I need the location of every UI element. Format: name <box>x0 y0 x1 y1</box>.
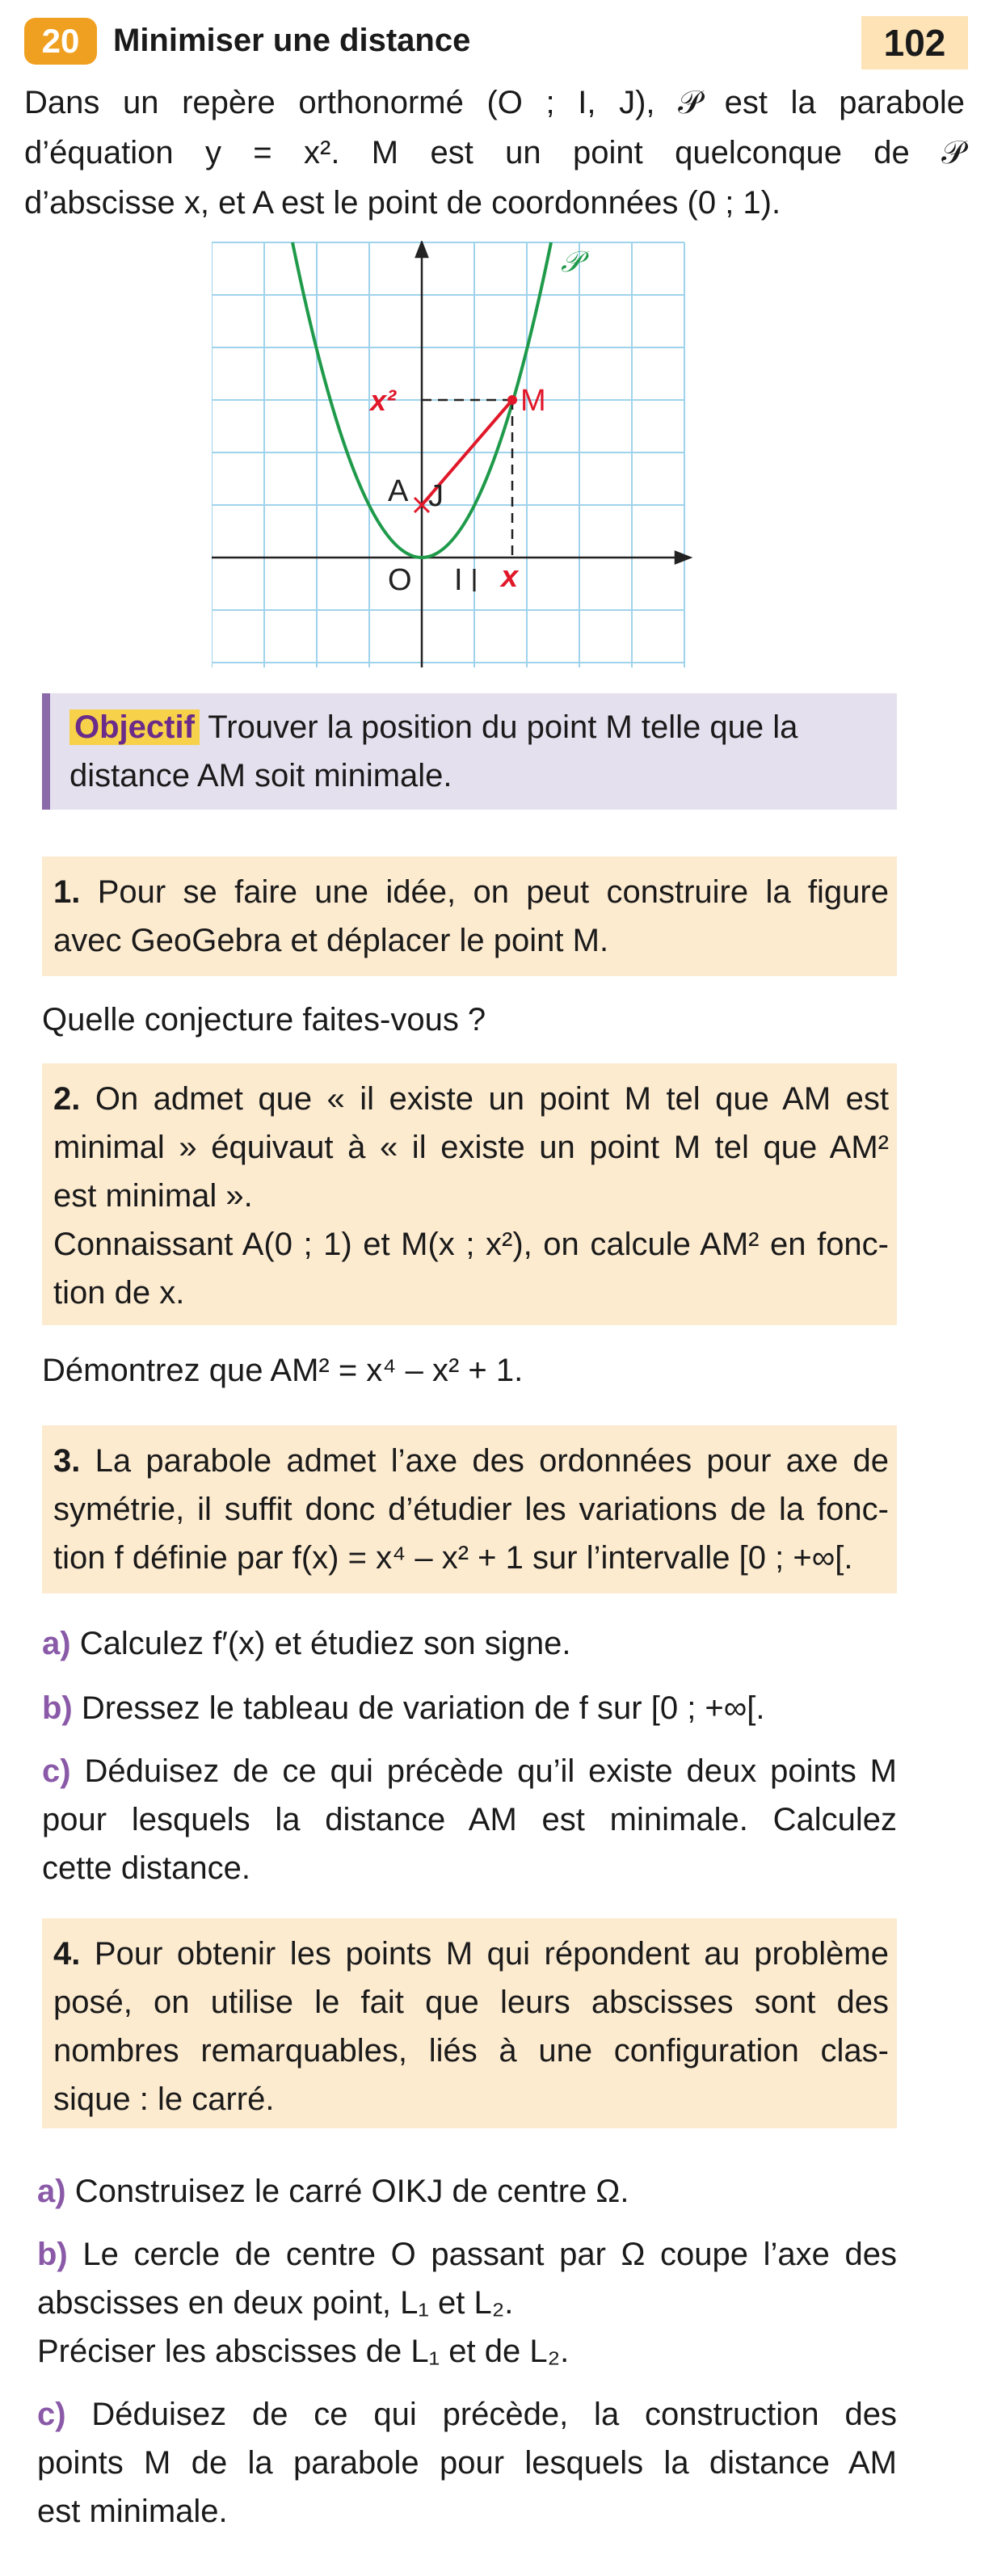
question-text: avec GeoGebra et déplacer le point M. <box>53 923 609 958</box>
exercise-number: 20 <box>41 22 80 60</box>
label-i: I <box>454 563 463 597</box>
sub-text: Le cercle de centre O passant par Ω coupe l’axe des <box>82 2237 897 2272</box>
sub-text: Déduisez de ce qui précède qu’il existe deux points M <box>84 1753 897 1789</box>
question-1-prompt: Quelle conjecture faites-vous ? <box>42 1002 486 1038</box>
objective-text: Trouver la position du point M telle que la <box>208 709 798 745</box>
exercise-title: Minimiser une distance <box>113 23 471 58</box>
exercise-number-badge <box>24 18 97 65</box>
sub-text: est minimale. <box>37 2494 228 2529</box>
question-4b <box>37 2230 897 2376</box>
intro-line: Dans un repère orthonormé (O ; I, J), 𝒫 est la parabole <box>24 85 965 120</box>
question-text: minimal » équivaut à « il existe un point M tel que AM² <box>53 1130 889 1165</box>
label-m: M <box>520 384 546 418</box>
question-text: Pour obtenir les points M qui répondent au problème <box>94 1936 889 1972</box>
label-x: x <box>501 560 519 594</box>
sub-label: b) <box>37 2237 68 2272</box>
question-number: 3. <box>53 1443 81 1479</box>
question-text: On admet que « il existe un point M tel que AM est <box>95 1081 889 1117</box>
sub-text: Déduisez de ce qui précède, la construction des <box>91 2397 897 2432</box>
sub-text: cette distance. <box>42 1850 250 1886</box>
label-curve: 𝒫 <box>561 246 582 279</box>
question-number: 1. <box>53 874 81 910</box>
question-3a <box>42 1619 571 1668</box>
question-text: nombres remarquables, liés à une configuration clas- <box>53 2033 889 2069</box>
sub-text: abscisses en deux point, L₁ et L₂. <box>37 2285 514 2321</box>
question-4c <box>37 2390 897 2536</box>
question-3c <box>42 1747 897 1892</box>
question-text: posé, on utilise le fait que leurs abscisses sont des <box>53 1985 889 2020</box>
question-text: tion f définie par f(x) = x⁴ – x² + 1 sur l’intervalle [0 ; +∞[. <box>53 1540 853 1576</box>
question-text: symétrie, il suffit donc d’étudier les variations de la fonc- <box>53 1492 889 1527</box>
question-1-box <box>42 857 897 976</box>
sub-text: Dressez le tableau de variation de f sur [0 ; +∞[. <box>81 1690 765 1726</box>
page-number: 102 <box>861 16 968 69</box>
question-4-box <box>42 1918 897 2128</box>
label-a: A <box>388 474 409 508</box>
objective-box <box>42 693 897 810</box>
sub-text: Préciser les abscisses de L₁ et de L₂. <box>37 2334 570 2369</box>
label-x2: x² <box>370 384 397 417</box>
label-j: J <box>428 479 444 513</box>
sub-text: Construisez le carré OIKJ de centre Ω. <box>74 2174 629 2209</box>
question-4a <box>37 2167 629 2216</box>
question-number: 2. <box>53 1081 81 1117</box>
intro-text <box>24 78 965 228</box>
point-m <box>507 395 517 405</box>
question-text: Connaissant A(0 ; 1) et M(x ; x²), on calcule AM² en fonc- <box>53 1227 889 1262</box>
question-3b <box>42 1684 765 1732</box>
objective-tag: Objectif <box>69 709 200 745</box>
parabola-figure <box>212 241 697 669</box>
sub-text: points M de la parabole pour lesquels la distance AM <box>37 2445 897 2481</box>
question-text: tion de x. <box>53 1275 185 1311</box>
question-text: est minimal ». <box>53 1178 253 1214</box>
question-number: 4. <box>53 1936 81 1972</box>
question-2-box <box>42 1063 897 1325</box>
question-3-box <box>42 1425 897 1593</box>
sub-label: a) <box>42 1626 71 1661</box>
sub-label: c) <box>37 2397 66 2432</box>
sub-text: Calculez f′(x) et étudiez son signe. <box>79 1626 571 1661</box>
objective-text: distance AM soit minimale. <box>69 758 452 793</box>
question-text: sique : le carré. <box>53 2081 275 2117</box>
sub-label: c) <box>42 1753 71 1789</box>
axes <box>212 242 690 667</box>
intro-line: d’équation y = x². M est un point quelconque de 𝒫 <box>24 135 965 170</box>
label-o: O <box>388 563 412 597</box>
grid <box>212 242 684 667</box>
intro-line: d’abscisse x, et A est le point de coordonnées (0 ; 1). <box>24 185 781 221</box>
sub-text: pour lesquels la distance AM est minimale. Calculez <box>42 1802 897 1837</box>
sub-label: a) <box>37 2174 66 2209</box>
sub-label: b) <box>42 1690 73 1726</box>
question-2-prompt: Démontrez que AM² = x⁴ – x² + 1. <box>42 1353 524 1388</box>
question-text: La parabole admet l’axe des ordonnées pour axe de <box>95 1443 889 1479</box>
question-text: Pour se faire une idée, on peut construire la figure <box>97 874 889 910</box>
